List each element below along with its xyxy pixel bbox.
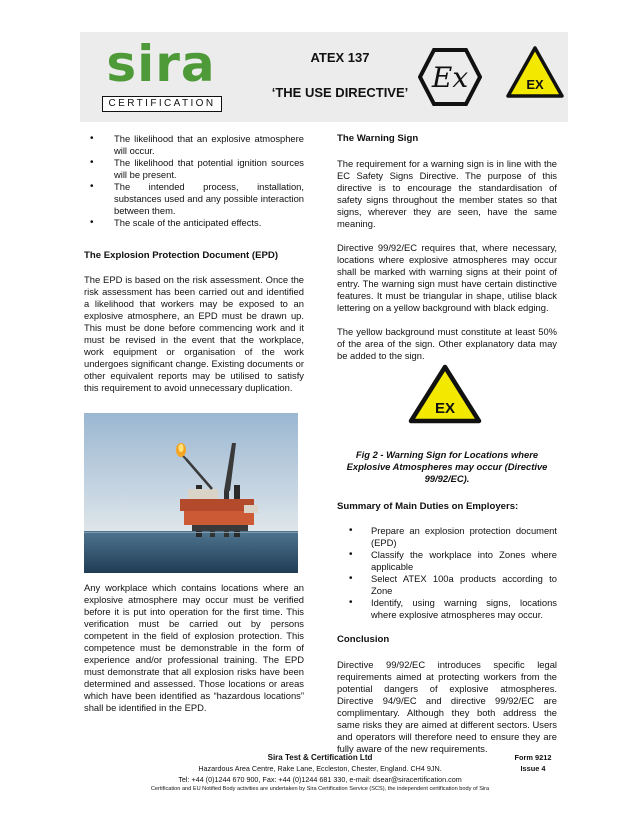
list-item: • Classify the workplace into Zones where applicable [337,549,557,573]
intro-bullet-list [84,133,304,229]
warning-paragraph-3: The yellow background must constitute at least 50% of the area of the sign. Other explanatory data may be added to the sign. [337,326,557,361]
footer-address: Hazardous Area Centre, Rake Lane, Eccleston, Chester, England. CH4 9JN. [198,764,442,773]
ex-warning-triangle-icon [506,46,564,98]
footer [80,752,560,794]
left-column-lower [84,582,304,714]
form-number: Form 9212 [514,753,552,762]
list-item: • Select ATEX 100a products according to Zone [337,573,557,597]
header-banner [80,32,568,122]
list-item: • The likelihood that an explosive atmosphere will occur. [84,133,304,157]
ex-hexagon-text: Ex [431,61,469,94]
sira-logo [98,35,224,112]
issue-number: Issue 4 [520,764,546,773]
figure-caption: Fig 2 - Warning Sign for Locations where Explosive Atmospheres may occur (Directive 99/92/EC). [346,449,548,484]
oil-rig-photo [84,413,298,573]
logo-wordmark: sira [106,35,216,93]
list-item: • Prepare an explosion protection document (EPD) [337,525,557,549]
warning-sign-heading: The Warning Sign [337,133,419,144]
ex-warning-sign-icon [408,364,482,424]
right-column-lower [337,501,557,755]
footer-contact: Tel: +44 (0)1244 670 900, Fax: +44 (0)1244 681 330, e-mail: dsear@siracertification.com [178,775,462,784]
list-item: • The intended process, installation, substances used and any possible interaction between them. [84,181,304,217]
ex-hexagon-icon [418,47,482,107]
warning-sign-text: EX [434,400,456,417]
warning-paragraph-1: The requirement for a warning sign is in line with the EC Safety Signs Directive. The purpose of this directive is to encourage the standardisation of safety signs throughout the member states so that signs, wherever they are seen, have the same meaning. [337,158,557,229]
logo-subtext: CERTIFICATION [102,96,222,112]
list-item: • The scale of the anticipated effects. [84,217,304,229]
list-item: • The likelihood that potential ignition sources will be present. [84,157,304,181]
document-subtitle: ‘THE USE DIRECTIVE’ [271,85,409,100]
document-title: ATEX 137 [310,50,370,65]
duties-bullet-list [337,525,557,621]
left-column [84,133,304,394]
conclusion-heading: Conclusion [337,634,390,645]
footer-company: Sira Test & Certification Ltd [267,753,373,762]
epd-heading: The Explosion Protection Document (EPD) [84,250,279,261]
warning-paragraph-2: Directive 99/92/EC requires that, where necessary, locations where explosive atmospheres may occur shall be marked with warning signs at their point of entry. The warning sign must have certain distinctive features. It must be triangular in shape, utilise black lettering on a yellow background with black edging. [337,242,557,313]
right-column [337,133,557,362]
footer-fine-print: Certification and EU Notified Body activities are undertaken by Sira Certification Service (SCS), the independent certification body of Sira [150,786,490,792]
list-item: • Identify, using warning signs, locations where explosive atmospheres may occur. [337,597,557,621]
footer-form-info [498,752,568,774]
duties-heading: Summary of Main Duties on Employers: [337,501,519,512]
ex-triangle-text: EX [526,77,544,92]
verification-paragraph: Any workplace which contains locations where an explosive atmosphere may occur must be verified before it is put into operation for the first time. This verification must be carried out by persons competent in the field of explosion protection. This competence must be demonstrable in the form of experience and/or professional training. The EPD must demonstrate that all explosion risks have been determined and assessed. Those locations or areas which have been identified as “hazardous locations” shall be identified in the EPD. [84,582,304,713]
epd-paragraph: The EPD is based on the risk assessment. Once the risk assessment has been carried out and identified a likelihood that workers may be exposed to an explosive atmosphere, an EPD must be drawn up. This must be done before commencing work and it must be revised in the event that the workplace, work equipment or organisation of the work undergoes significant change. Existing documents or other equivalent reports may be utilised to satisfy this requirement to avoid unnecessary duplication. [84,274,304,393]
conclusion-paragraph: Directive 99/92/EC introduces specific legal requirements aimed at protecting workers from the potential dangers of explosive atmospheres. Directive 94/9/EC and directive 99/92/EC are complimentary. Although they both address the same risks they are aimed at different sectors. Users and operators will therefore need to ensure they are fully aware of the new requirements. [337,659,557,754]
